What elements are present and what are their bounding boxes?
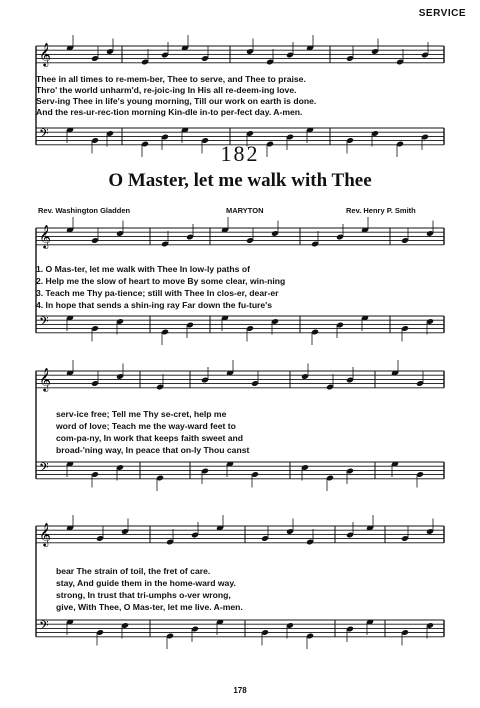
system-1-line-4: 4. In hope that sends a shin-ing ray Far down the fu-ture's: [36, 300, 273, 310]
section-header: SERVICE: [418, 8, 466, 19]
prev-verse-4: And the res-ur-rec-tion morning Kin-dle in-to per-fect day. A-men.: [36, 107, 303, 117]
hymn-composer: Rev. Henry P. Smith: [346, 206, 416, 215]
system-1-line-3: 3. Teach me Thy pa-tience; still with Thee In clos-er, dear-er: [36, 288, 279, 298]
system-2-line-2: word of love; Teach me the way-ward feet to: [56, 421, 236, 431]
system-1-treble-clef: 𝄞: [39, 224, 51, 248]
prev-system-bass-clef: 𝄢: [39, 126, 49, 144]
hymn-author: Rev. Washington Gladden: [38, 206, 131, 215]
system-3-bass-clef: 𝄢: [39, 618, 49, 636]
system-3-line-1: bear The strain of toil, the fret of care.: [56, 566, 211, 576]
hymn-number: 182: [220, 141, 260, 166]
system-2-line-3: com-pa-ny, In work that keeps faith sweet and: [56, 433, 244, 443]
system-2-line-4: broad-'ning way, In peace that on-ly Thou canst: [56, 445, 250, 455]
prev-verse-1: Thee in all times to re-mem-ber, Thee to serve, and Thee to praise.: [36, 74, 306, 84]
prev-verse-3: Serv-ing Thee in life's young morning, Till our work on earth is done.: [36, 96, 317, 106]
system-2-bass-clef: 𝄢: [39, 460, 49, 478]
system-2-treble-clef: 𝄞: [39, 367, 51, 391]
system-3-line-2: stay, And guide them in the home-ward way.: [56, 578, 236, 588]
page-number: 178: [233, 686, 247, 695]
system-1-line-2: 2. Help me the slow of heart to move By some clear, win-ning: [36, 276, 286, 286]
system-2-line-1: serv-ice free; Tell me Thy se-cret, help me: [56, 409, 227, 419]
hymn-tune: MARYTON: [226, 206, 264, 215]
system-3-line-3: strong, In trust that tri-umphs o-ver wrong,: [56, 590, 231, 600]
prev-system-treble-clef: 𝄞: [39, 42, 51, 66]
system-3-treble-clef: 𝄞: [39, 522, 51, 546]
hymn-title: O Master, let me walk with Thee: [108, 170, 372, 191]
system-1-line-1: 1. O Mas-ter, let me walk with Thee In low-ly paths of: [36, 264, 250, 274]
prev-verse-2: Thro' the world unharm'd, re-joic-ing In His all re-deem-ing love.: [36, 85, 297, 95]
system-3-line-4: give, With Thee, O Mas-ter, let me live. A-men.: [56, 602, 243, 612]
system-1-bass-clef: 𝄢: [39, 314, 49, 332]
